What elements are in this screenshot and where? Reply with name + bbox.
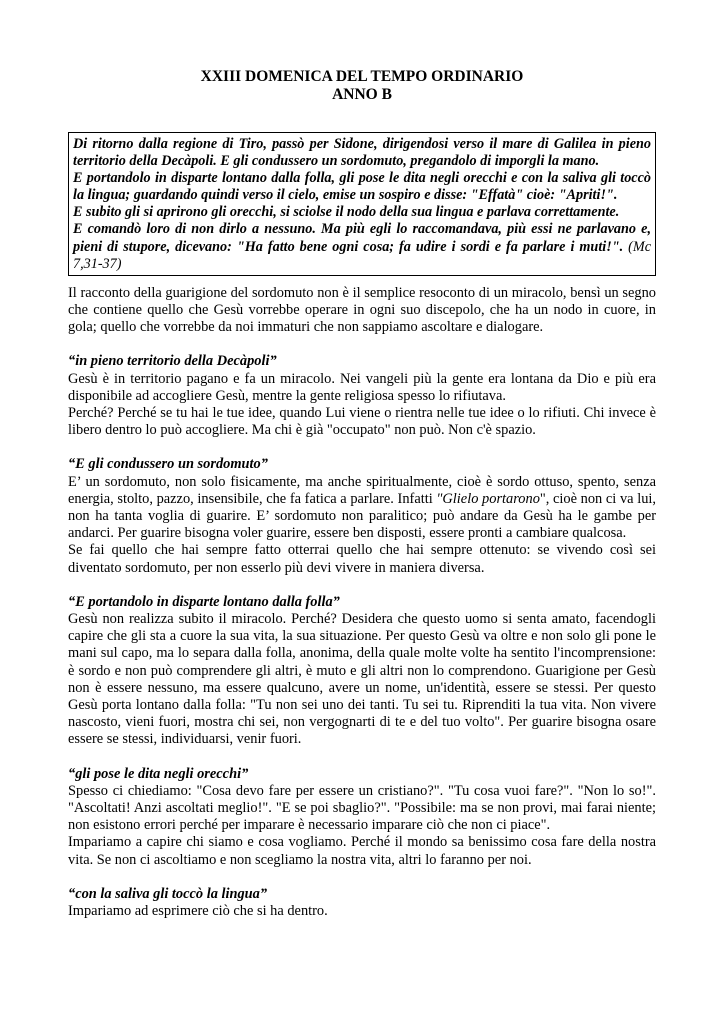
section-title: “E gli condussero un sordomuto” — [68, 456, 268, 473]
section-title: “con la saliva gli toccò la lingua” — [68, 885, 268, 902]
section-paragraph: Perché? Perché se tu hai le tue idee, quando Lui viene o rientra nelle tue idee o lo rifiuti. Chi invece è libero dentro lo può accogliere. Ma chi è già "occupato" non può. Non c'è spazio. — [68, 404, 656, 439]
document-page — [68, 68, 656, 920]
gospel-line: E subito gli si aprirono gli orecchi, si sciolse il nodo della sua lingua e parlava correttamente. — [73, 204, 620, 221]
section-sordomuto — [68, 456, 656, 576]
section-title: “E portandolo in disparte lontano dalla folla” — [68, 593, 340, 610]
paragraph-text: ", cioè non ci va lui, non ha tanta voglia di guarire. E’ sordomuto non paralitico; può andare da Gesù ha le gambe per andarci. Per guarire bisogna voler guarire, essere ben disposti, essere pronti a cambiare qualcosa. — [68, 490, 656, 542]
section-title: “gli pose le dita negli orecchi” — [68, 765, 249, 782]
gospel-line-text: E comandò loro di non dirlo a nessuno. Ma più egli lo raccomandava, più essi ne parlavano e, pieni di stupore, dicevano: "Ha fatto bene ogni cosa; fa udire i sordi e fa parlare i muti!". — [73, 221, 651, 255]
italic-quote: "Glielo portarono — [436, 490, 540, 507]
section-paragraph: Gesù è in territorio pagano e fa un miracolo. Nei vangeli più la gente era lontana da Dio e più era disponibile ad accogliere Gesù, mentre la gente religiosa spesso lo rifiutava. — [68, 370, 656, 404]
section-paragraph: Spesso ci chiediamo: "Cosa devo fare per essere un cristiano?". "Tu cosa vuoi fare?". "Non lo so!". "Ascoltati! Anzi ascoltati meglio!". "E se poi sbaglio?". "Possibile: ma se non provi, mai farai niente; non esistono errori perché per imparare è necessario imparare ciò che non ci piace". — [68, 782, 656, 834]
section-saliva — [68, 886, 656, 920]
title-line-2: ANNO B — [332, 86, 392, 103]
paragraph-text: E’ un sordomuto, non solo fisicamente, ma anche spiritualmente, cioè è sordo ottuso, spento, senza energia, stolto, pazzo, insensibile, che fa fatica a parlare. Infatti — [68, 473, 656, 507]
section-paragraph: Impariamo a capire chi siamo e cosa vogliamo. Perché il mondo sa benissimo cosa fare della nostra vita. Se non ci ascoltiamo e non scegliamo la nostra vita, altri lo faranno per noi. — [68, 834, 656, 868]
gospel-line: Di ritorno dalla regione di Tiro, passò per Sidone, dirigendosi verso il mare di Galilea in pieno territorio della Decàpoli. E gli condussero un sordomuto, pregandolo di imporgli la mano. — [73, 136, 651, 170]
section-paragraph: Impariamo ad esprimere ciò che si ha dentro. — [68, 903, 328, 920]
section-paragraph — [68, 474, 656, 543]
page-title — [68, 68, 656, 104]
gospel-line: E portandolo in disparte lontano dalla folla, gli pose le dita negli orecchi e con la saliva gli toccò la lingua; guardando quindi verso il cielo, emise un sospiro e disse: "Effatà" cioè: "Apriti!". — [73, 170, 651, 204]
gospel-reference: (Mc 7,31-37) — [73, 238, 652, 272]
gospel-quote-box — [68, 132, 656, 276]
section-paragraph: Se fai quello che hai sempre fatto otterrai quello che hai sempre ottenuto: se vivendo così sei diventato sordomuto, per non esserlo più devi vivere in maniera diversa. — [68, 542, 656, 576]
section-decapoli — [68, 353, 656, 439]
intro-paragraph: Il racconto della guarigione del sordomuto non è il semplice resoconto di un miracolo, bensì un segno che contiene quello che Gesù vorrebbe operare in ogni suo discepolo, che ha un nodo in cuore, in gola; quello che vorrebbe da noi immaturi che non sappiamo ascoltare e dialogare. — [68, 284, 656, 336]
section-title: “in pieno territorio della Decàpoli” — [68, 353, 277, 370]
section-disparte — [68, 594, 656, 749]
section-paragraph: Gesù non realizza subito il miracolo. Perché? Desidera che questo uomo si senta amato, facendogli capire che gli sta a cuore la sua vita, la sua situazione. Per questo Gesù va oltre e non solo gli pone le mani sul capo, ma lo separa dalla folla, anonima, della quale molte volte ha sentito l'incomprensione: è sordo e non può comprendere gli altri, è muto e gli altri non lo comprendono. Guarigione per Gesù non è essere nessuno, ma essere qualcuno, avere un nome, un'identità, essere se stessi. Per questo Gesù porta lontano dalla folla: "Tu non sei uno dei tanti. Tu sei tu. Riprenditi la tua vita. Non vivere nascosto, vieni fuori, mostra chi sei, non vergognarti di te e del tuo volto". Per guarire bisogna osare essere se stessi, individuarsi, venir fuori. — [68, 611, 656, 748]
section-orecchi — [68, 766, 656, 869]
title-line-1: XXIII DOMENICA DEL TEMPO ORDINARIO — [200, 68, 524, 85]
gospel-line — [73, 221, 651, 272]
